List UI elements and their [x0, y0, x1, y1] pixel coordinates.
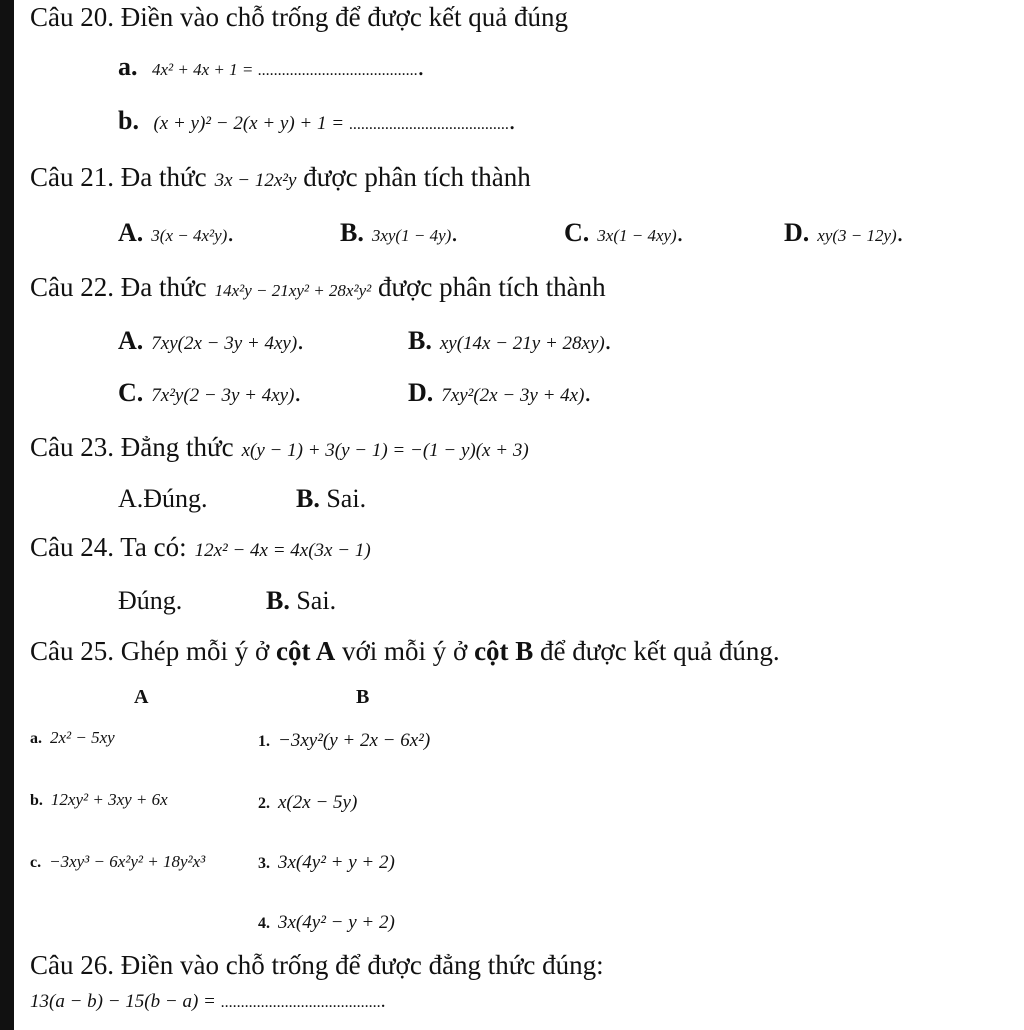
q22-option-d[interactable]: D. 7xy²(2x − 3y + 4x).	[408, 378, 591, 407]
q23-expression: x(y − 1) + 3(y − 1) = −(1 − y)(x + 3)	[241, 440, 529, 461]
q20-b-label: b.	[118, 106, 139, 135]
q20-a-expression: 4x² + 4x + 1 =	[152, 60, 258, 79]
q25-title: Câu 25. Ghép mỗi ý ở cột A với mỗi ý ở cột B để được kết quả đúng.	[30, 636, 780, 666]
q20-b-expression: (x + y)² − 2(x + y) + 1 =	[153, 113, 349, 134]
q20-item-a: a. 4x² + 4x + 1 = .........................................	[118, 52, 425, 81]
q25-left-item-b: b. 12xy² + 3xy + 6x	[30, 790, 168, 809]
q25-right-item-2: 2. x(2x − 5y)	[258, 792, 358, 813]
q21-option-d[interactable]: D. xy(3 − 12y).	[784, 218, 904, 247]
q24-option-a[interactable]: Đúng.	[118, 586, 183, 615]
q22-expression: 14x²y − 21xy² + 28x²y²	[214, 281, 372, 300]
q25-right-item-3: 3. 3x(4y² + y + 2)	[258, 852, 395, 873]
q22-option-b[interactable]: B. xy(14x − 21y + 28xy).	[408, 326, 612, 355]
q26-equation: 13(a − b) − 15(b − a) = .........................................	[30, 990, 386, 1012]
q20-a-label: a.	[118, 52, 138, 81]
q22-option-a[interactable]: A. 7xy(2x − 3y + 4xy).	[118, 326, 304, 355]
q21-expression: 3x − 12x²y	[214, 170, 297, 191]
q26-blank[interactable]: ........................................	[220, 994, 381, 1011]
q21-option-b[interactable]: B. 3xy(1 − 4y).	[340, 218, 458, 247]
q23-option-b[interactable]: B. Sai.	[296, 484, 367, 513]
q20-b-blank[interactable]: ........................................	[348, 116, 509, 133]
q20-title: Câu 20. Điền vào chỗ trống để được kết quả đúng	[30, 2, 569, 32]
q24-title: Câu 24. Ta có: 12x² − 4x = 4x(3x − 1)	[30, 532, 371, 562]
q25-left-item-c: c. −3xy³ − 6x²y² + 18y²x³	[30, 852, 206, 871]
page-edge-shadow	[0, 0, 14, 1030]
q24-option-b[interactable]: B. Sai.	[266, 586, 337, 615]
q21-option-c[interactable]: C. 3x(1 − 4xy).	[564, 218, 684, 247]
q22-option-c[interactable]: C. 7x²y(2 − 3y + 4xy).	[118, 378, 301, 407]
q23-option-a[interactable]: A.Đúng.	[118, 484, 208, 513]
q20-item-b: b. (x + y)² − 2(x + y) + 1 = .........................................	[118, 106, 516, 135]
q21-option-a[interactable]: A. 3(x − 4x²y).	[118, 218, 234, 247]
q22-title: Câu 22. Đa thức 14x²y − 21xy² + 28x²y² được phân tích thành	[30, 272, 606, 302]
q20-a-blank[interactable]: ........................................	[257, 62, 418, 79]
column-a-header: A	[134, 686, 149, 708]
q26-title: Câu 26. Điền vào chỗ trống để được đẳng thức đúng:	[30, 950, 604, 980]
q24-expression: 12x² − 4x = 4x(3x − 1)	[194, 540, 371, 561]
q21-title: Câu 21. Đa thức 3x − 12x²y được phân tích thành	[30, 162, 531, 192]
column-b-header: B	[356, 686, 370, 708]
q23-title: Câu 23. Đẳng thức x(y − 1) + 3(y − 1) = −(1 − y)(x + 3)	[30, 432, 529, 462]
q25-right-item-4: 4. 3x(4y² − y + 2)	[258, 912, 395, 933]
q25-right-item-1: 1. −3xy²(y + 2x − 6x²)	[258, 730, 431, 751]
q25-left-item-a: a. 2x² − 5xy	[30, 728, 115, 747]
